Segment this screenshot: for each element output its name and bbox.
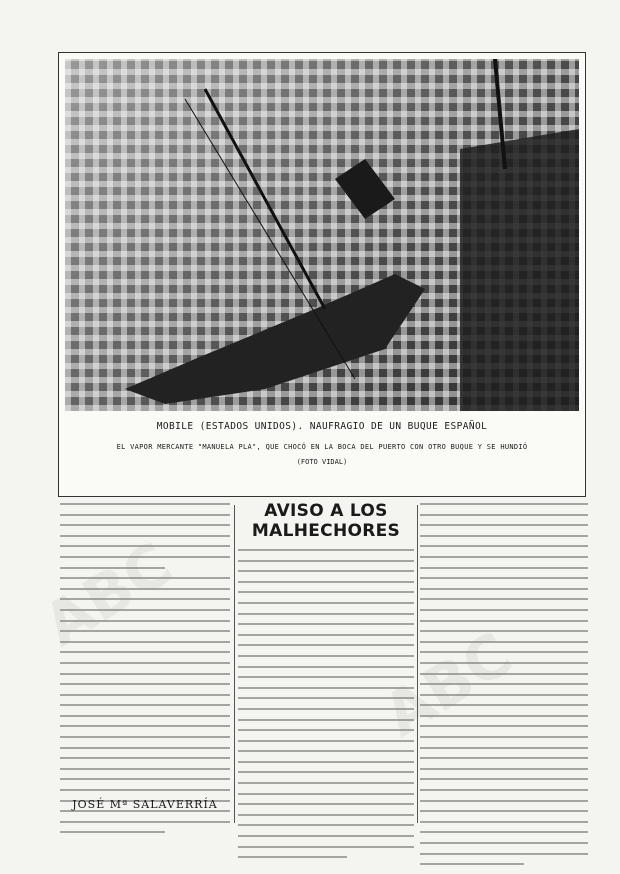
watermark: ABC xyxy=(371,619,525,751)
ship-illustration xyxy=(65,59,579,411)
shipwreck-photo xyxy=(65,59,579,411)
article-signature: JOSÉ Mª SALAVERRÍA xyxy=(72,798,218,811)
article-right-body xyxy=(420,503,588,874)
article-headline: AVISO A LOS MALHECHORES xyxy=(251,501,401,541)
pier-structure xyxy=(460,129,579,411)
photo-caption-title: MOBILE (ESTADOS UNIDOS). NAUFRAGIO DE UN BUQUE ESPAÑOL xyxy=(156,421,488,432)
photo-credit: (FOTO VIDAL) xyxy=(296,458,348,466)
watermark: ABC xyxy=(31,529,185,661)
column-divider xyxy=(234,505,235,823)
article-middle xyxy=(238,503,414,867)
column-divider xyxy=(417,505,418,823)
smokestack xyxy=(335,159,395,219)
ship-mast xyxy=(205,89,325,309)
article-left-body xyxy=(60,503,230,842)
photo-frame xyxy=(58,52,586,497)
photo-caption-subtitle: EL VAPOR MERCANTE "MANUELA PLA", QUE CHOCÓ EN LA BOCA DEL PUERTO CON OTRO BUQUE Y SE HUNDIÓ xyxy=(116,443,528,451)
ship-hull xyxy=(125,274,425,404)
